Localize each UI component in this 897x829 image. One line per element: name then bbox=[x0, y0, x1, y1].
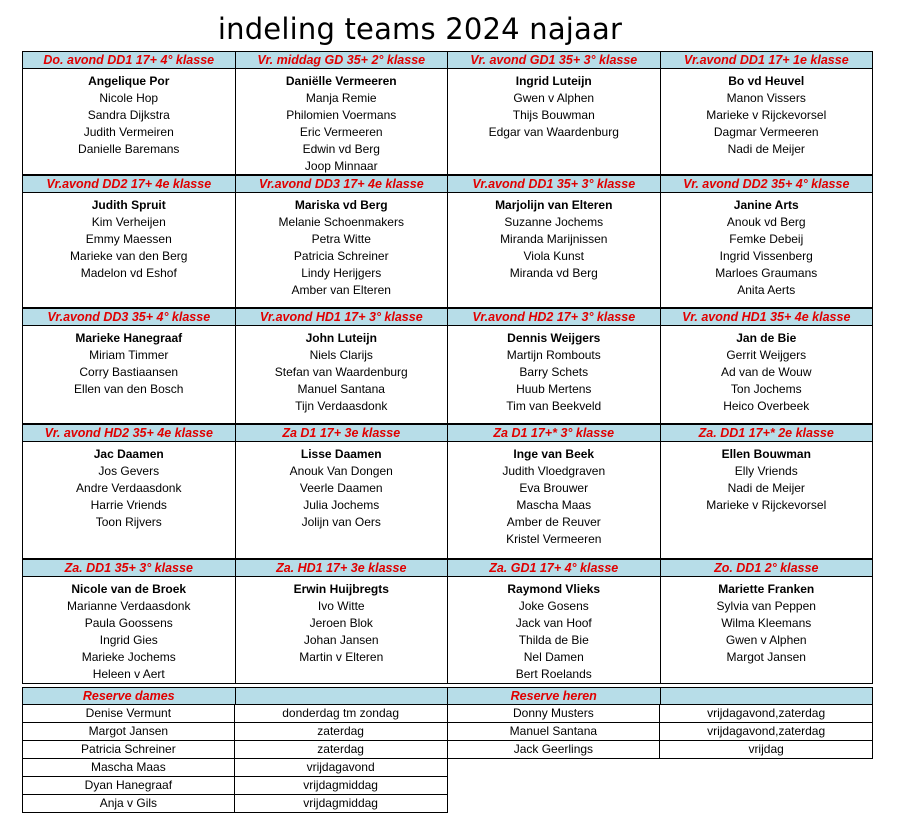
division-header-row bbox=[22, 51, 873, 69]
team-member: Nadi de Meijer bbox=[727, 142, 805, 156]
team-cell bbox=[661, 193, 873, 307]
team-captain: Jac Daamen bbox=[93, 447, 164, 461]
team-member: Nel Damen bbox=[523, 650, 584, 664]
team-cell bbox=[236, 326, 449, 423]
team-cell bbox=[236, 577, 449, 683]
reserve-row bbox=[22, 795, 873, 813]
team-member: Jeroen Blok bbox=[309, 616, 373, 630]
team-member: Patricia Schreiner bbox=[293, 249, 389, 263]
page-title: indeling teams 2024 najaar bbox=[217, 12, 623, 46]
team-member: Ton Jochems bbox=[730, 382, 802, 396]
reserve-availability: vrijdagavond,zaterdag bbox=[660, 723, 873, 741]
reserve-table bbox=[22, 687, 873, 813]
reserve-availability: zaterdag bbox=[235, 723, 448, 741]
division-header-row bbox=[22, 424, 873, 442]
team-member: Anouk Van Dongen bbox=[289, 464, 393, 478]
team-cell bbox=[448, 442, 661, 558]
team-member: Manja Remie bbox=[305, 91, 377, 105]
team-member: Jolijn van Oers bbox=[301, 515, 381, 529]
division-header-row bbox=[22, 559, 873, 577]
team-cell bbox=[236, 193, 449, 307]
team-member: Elly Vriends bbox=[734, 464, 798, 478]
team-captain: Inge van Beek bbox=[513, 447, 595, 461]
reserve-header bbox=[236, 688, 449, 704]
reserve-row bbox=[22, 777, 873, 795]
reserve-header-row bbox=[22, 687, 873, 705]
team-member: Melanie Schoenmakers bbox=[278, 215, 404, 229]
team-member: Lindy Herijgers bbox=[301, 266, 382, 280]
reserve-name: Mascha Maas bbox=[22, 759, 235, 777]
reserve-name: Dyan Hanegraaf bbox=[22, 777, 235, 795]
team-member: Nicole Hop bbox=[99, 91, 159, 105]
division-header: Za. GD1 17+ 4° klasse bbox=[448, 560, 661, 576]
division-header: Za D1 17+ 3e klasse bbox=[236, 425, 449, 441]
team-member: Viola Kunst bbox=[523, 249, 584, 263]
reserve-name: Patricia Schreiner bbox=[22, 741, 235, 759]
team-member: Gwen v Alphen bbox=[725, 633, 807, 647]
division-header: Za. DD1 35+ 3° klasse bbox=[23, 560, 236, 576]
division-header: Zo. DD1 2° klasse bbox=[714, 561, 819, 575]
team-member: Kristel Vermeeren bbox=[506, 532, 602, 546]
team-captain: John Luteijn bbox=[305, 331, 377, 345]
team-member: Thilda de Bie bbox=[518, 633, 589, 647]
team-member: Miranda vd Berg bbox=[509, 266, 598, 280]
team-cell bbox=[23, 69, 236, 174]
team-member: Heleen v Aert bbox=[92, 667, 165, 681]
team-member: Manon Vissers bbox=[726, 91, 806, 105]
team-member: Marieke v Rijckevorsel bbox=[706, 108, 827, 122]
reserve-availability bbox=[660, 777, 873, 795]
team-captain: Dennis Weijgers bbox=[507, 331, 601, 345]
division-header: Vr. avond HD1 35+ 4e klasse bbox=[682, 310, 851, 324]
reserve-name: Anja v Gils bbox=[22, 795, 235, 813]
team-captain: Jan de Bie bbox=[736, 331, 797, 345]
team-grid bbox=[22, 51, 873, 684]
team-member: Kim Verheijen bbox=[91, 215, 166, 229]
team-row bbox=[22, 577, 873, 684]
team-member: Anouk vd Berg bbox=[726, 215, 806, 229]
team-member: Ad van de Wouw bbox=[721, 365, 812, 379]
reserve-row bbox=[22, 723, 873, 741]
division-header-row bbox=[22, 175, 873, 193]
reserve-availability: vrijdag bbox=[660, 741, 873, 759]
division-header: Vr.avond DD2 17+ 4e klasse bbox=[23, 176, 236, 192]
team-member: Johan Jansen bbox=[303, 633, 379, 647]
division-header: Za D1 17+* 3° klasse bbox=[448, 425, 661, 441]
team-member: Emmy Maessen bbox=[85, 232, 172, 246]
team-captain: Mariska vd Berg bbox=[294, 198, 388, 212]
team-member: Marloes Graumans bbox=[715, 266, 818, 280]
reserve-availability: vrijdagmiddag bbox=[235, 795, 448, 813]
team-member: Edwin vd Berg bbox=[302, 142, 380, 156]
team-member: Anita Aerts bbox=[737, 283, 796, 297]
reserve-header bbox=[661, 688, 873, 704]
team-member: Femke Debeij bbox=[729, 232, 804, 246]
reserve-availability bbox=[660, 795, 873, 813]
team-member: Gerrit Weijgers bbox=[726, 348, 807, 362]
team-captain: Nicole van de Broek bbox=[71, 582, 187, 596]
division-header: Vr.avond DD1 17+ 1e klasse bbox=[683, 53, 849, 67]
team-captain: Ellen Bouwman bbox=[721, 447, 811, 461]
team-member: Suzanne Jochems bbox=[504, 215, 604, 229]
reserve-availability: vrijdagavond,zaterdag bbox=[660, 705, 873, 723]
team-member: Ivo Witte bbox=[317, 599, 365, 613]
division-header: Vr.avond DD3 35+ 4° klasse bbox=[23, 309, 236, 325]
division-header: Za. HD1 17+ 3e klasse bbox=[236, 560, 449, 576]
team-member: Nadi de Meijer bbox=[727, 481, 805, 495]
division-header: Vr.avond HD2 17+ 3° klasse bbox=[448, 309, 661, 325]
team-member: Marieke Jochems bbox=[81, 650, 176, 664]
team-member: Barry Schets bbox=[519, 365, 589, 379]
reserve-availability bbox=[660, 759, 873, 777]
team-captain: Marieke Hanegraaf bbox=[75, 331, 183, 345]
team-member: Ellen van den Bosch bbox=[74, 382, 184, 396]
team-cell bbox=[661, 442, 873, 558]
reserve-row bbox=[22, 741, 873, 759]
team-member: Judith Vermeiren bbox=[83, 125, 174, 139]
division-header: Do. avond DD1 17+ 4° klasse bbox=[23, 52, 236, 68]
team-captain: Erwin Huijbregts bbox=[293, 582, 389, 596]
team-member: Mascha Maas bbox=[516, 498, 592, 512]
reserve-name: Margot Jansen bbox=[22, 723, 235, 741]
team-member: Gwen v Alphen bbox=[513, 91, 595, 105]
team-cell bbox=[23, 193, 236, 307]
team-member: Amber van Elteren bbox=[291, 283, 391, 297]
team-member: Wilma Kleemans bbox=[721, 616, 812, 630]
team-member: Niels Clarijs bbox=[309, 348, 373, 362]
team-member: Joop Minnaar bbox=[304, 159, 378, 173]
team-captain: Janine Arts bbox=[733, 198, 799, 212]
team-member: Jack van Hoof bbox=[515, 616, 592, 630]
reserve-availability: donderdag tm zondag bbox=[235, 705, 448, 723]
team-captain: Lisse Daamen bbox=[300, 447, 382, 461]
team-captain: Angelique Por bbox=[88, 74, 170, 88]
team-cell bbox=[23, 577, 236, 683]
reserve-row bbox=[22, 705, 873, 723]
team-member: Heico Overbeek bbox=[723, 399, 810, 413]
division-header: Vr.avond DD3 17+ 4e klasse bbox=[236, 176, 449, 192]
division-header: Vr. middag GD 35+ 2° klasse bbox=[236, 52, 449, 68]
team-member: Miriam Timmer bbox=[89, 348, 169, 362]
team-member: Huub Mertens bbox=[516, 382, 592, 396]
reserve-header: Reserve heren bbox=[448, 688, 661, 704]
division-header: Vr. avond DD2 35+ 4° klasse bbox=[683, 177, 850, 191]
reserve-availability: vrijdagavond bbox=[235, 759, 448, 777]
team-captain: Judith Spruit bbox=[91, 198, 166, 212]
team-cell bbox=[236, 442, 449, 558]
reserve-availability: zaterdag bbox=[235, 741, 448, 759]
team-member: Paula Goossens bbox=[84, 616, 173, 630]
team-row bbox=[22, 69, 873, 175]
team-member: Petra Witte bbox=[311, 232, 371, 246]
team-cell bbox=[448, 69, 661, 174]
team-member: Marianne Verdaasdonk bbox=[67, 599, 191, 613]
team-member: Eva Brouwer bbox=[519, 481, 589, 495]
team-member: Stefan van Waardenburg bbox=[274, 365, 408, 379]
team-member: Philomien Voermans bbox=[286, 108, 397, 122]
team-captain: Mariette Franken bbox=[718, 582, 815, 596]
team-member: Amber de Reuver bbox=[506, 515, 601, 529]
team-member: Martin v Elteren bbox=[299, 650, 384, 664]
team-member: Marieke van den Berg bbox=[70, 249, 188, 263]
reserve-row bbox=[22, 759, 873, 777]
team-member: Madelon vd Eshof bbox=[80, 266, 177, 280]
team-cell bbox=[661, 69, 873, 174]
team-member: Andre Verdaasdonk bbox=[76, 481, 182, 495]
team-member: Tim van Beekveld bbox=[506, 399, 602, 413]
team-cell bbox=[23, 442, 236, 558]
team-member: Toon Rijvers bbox=[95, 515, 162, 529]
team-member: Joke Gosens bbox=[518, 599, 589, 613]
team-cell bbox=[23, 326, 236, 423]
team-cell bbox=[448, 577, 661, 683]
team-member: Jos Gevers bbox=[98, 464, 160, 478]
team-row bbox=[22, 442, 873, 559]
team-member: Edgar van Waardenburg bbox=[488, 125, 619, 139]
team-cell bbox=[661, 577, 873, 683]
division-header: Za. DD1 17+* 2e klasse bbox=[698, 426, 834, 440]
team-member: Martijn Rombouts bbox=[506, 348, 601, 362]
team-member: Judith Vloedgraven bbox=[502, 464, 606, 478]
team-cell bbox=[236, 69, 449, 174]
team-cell bbox=[448, 326, 661, 423]
division-header: Vr. avond HD2 35+ 4e klasse bbox=[23, 425, 236, 441]
reserve-name: Manuel Santana bbox=[448, 723, 661, 741]
team-member: Eric Vermeeren bbox=[299, 125, 383, 139]
team-captain: Daniëlle Vermeeren bbox=[285, 74, 397, 88]
team-member: Manuel Santana bbox=[297, 382, 385, 396]
team-member: Sandra Dijkstra bbox=[87, 108, 170, 122]
team-member: Julia Jochems bbox=[303, 498, 380, 512]
team-member: Corry Bastiaansen bbox=[79, 365, 179, 379]
team-member: Tijn Verdaasdonk bbox=[295, 399, 388, 413]
team-member: Ingrid Vissenberg bbox=[719, 249, 813, 263]
team-member: Margot Jansen bbox=[726, 650, 806, 664]
team-member: Sylvia van Peppen bbox=[716, 599, 816, 613]
team-row bbox=[22, 193, 873, 308]
team-member: Thijs Bouwman bbox=[512, 108, 595, 122]
team-cell bbox=[661, 326, 873, 423]
reserve-name: Jack Geerlings bbox=[448, 741, 661, 759]
reserve-name: Denise Vermunt bbox=[22, 705, 235, 723]
team-captain: Ingrid Luteijn bbox=[515, 74, 592, 88]
division-header: Vr.avond DD1 35+ 3° klasse bbox=[448, 176, 661, 192]
reserve-availability: vrijdagmiddag bbox=[235, 777, 448, 795]
reserve-header: Reserve dames bbox=[23, 688, 236, 704]
team-captain: Bo vd Heuvel bbox=[728, 74, 805, 88]
team-member: Harrie Vriends bbox=[90, 498, 167, 512]
team-member: Bert Roelands bbox=[515, 667, 592, 681]
team-member: Marieke v Rijckevorsel bbox=[706, 498, 827, 512]
team-member: Ingrid Gies bbox=[99, 633, 158, 647]
division-header: Vr.avond HD1 17+ 3° klasse bbox=[236, 309, 449, 325]
reserve-name: Donny Musters bbox=[448, 705, 661, 723]
reserve-name bbox=[448, 795, 661, 813]
reserve-name bbox=[448, 759, 661, 777]
team-member: Dagmar Vermeeren bbox=[713, 125, 819, 139]
team-cell bbox=[448, 193, 661, 307]
team-member: Veerle Daamen bbox=[299, 481, 383, 495]
division-header-row bbox=[22, 308, 873, 326]
team-captain: Marjolijn van Elteren bbox=[495, 198, 613, 212]
reserve-name bbox=[448, 777, 661, 795]
team-captain: Raymond Vlieks bbox=[507, 582, 601, 596]
team-member: Miranda Marijnissen bbox=[500, 232, 608, 246]
division-header: Vr. avond GD1 35+ 3° klasse bbox=[448, 52, 661, 68]
team-row bbox=[22, 326, 873, 424]
team-member: Danielle Baremans bbox=[78, 142, 180, 156]
